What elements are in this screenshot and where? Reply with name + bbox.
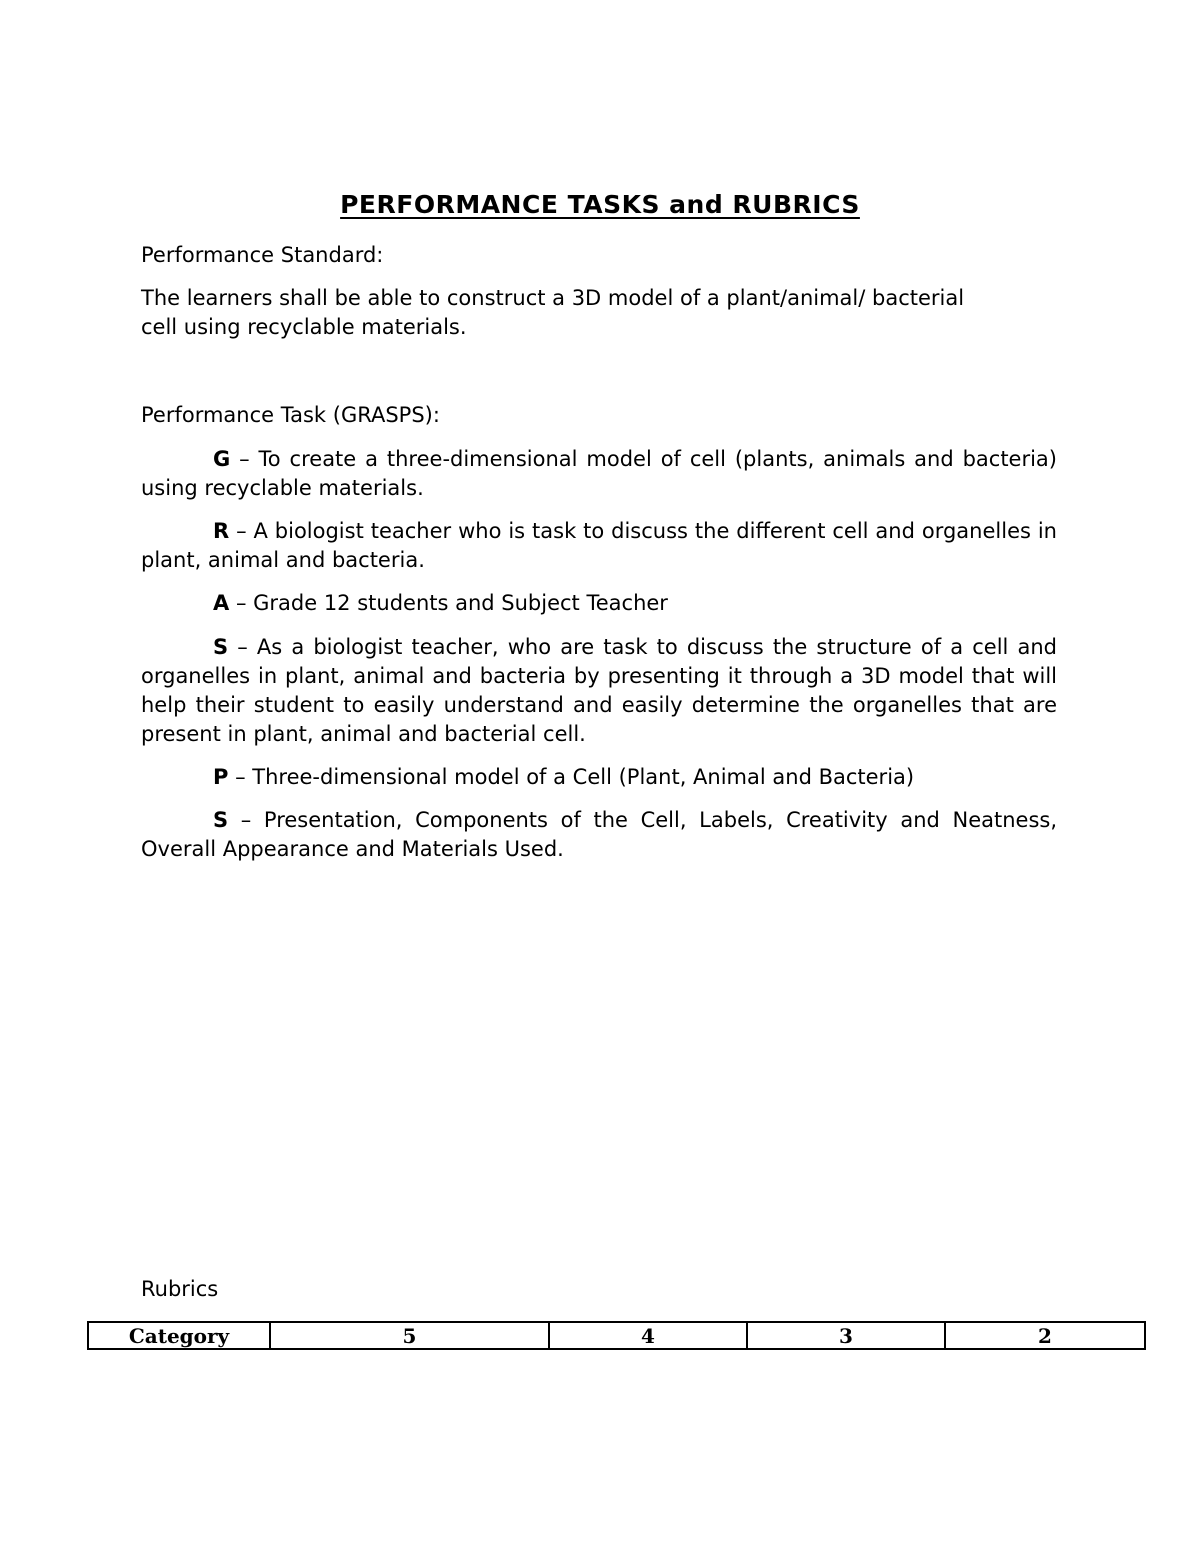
grasps-letter: S	[213, 808, 229, 832]
rubrics-heading: Rubrics	[141, 1277, 219, 1301]
rubric-header-row	[88, 1322, 1145, 1349]
grasps-letter: R	[213, 519, 230, 543]
rubric-header-category: Category	[88, 1322, 270, 1349]
grasps-letter: G	[213, 447, 231, 471]
rubric-table	[87, 1321, 1146, 1350]
standard-heading: Performance Standard:	[141, 243, 384, 267]
grasps-goal	[141, 445, 1057, 503]
grasps-standards	[141, 806, 1057, 864]
grasps-text: – Grade 12 students and Subject Teacher	[229, 591, 668, 615]
rubric-header-5: 5	[270, 1322, 549, 1349]
task-heading: Performance Task (GRASPS):	[141, 403, 440, 427]
rubric-header-3: 3	[747, 1322, 945, 1349]
grasps-text: – As a biologist teacher, who are task to discuss the structure of a cell and organelles in plant, animal and bacteria by presenting it through a 3D model that will help their student to easily understand and easily determine the organelles that are present in plant, animal and bacterial cell.	[141, 635, 1057, 746]
rubric-header-2: 2	[945, 1322, 1145, 1349]
grasps-text: – To create a three-dimensional model of cell (plants, animals and bacteria) using recyclable materials.	[141, 447, 1057, 500]
grasps-text: – Presentation, Components of the Cell, Labels, Creativity and Neatness, Overall Appearance and Materials Used.	[141, 808, 1057, 861]
standard-text	[141, 284, 1057, 342]
grasps-text: – A biologist teacher who is task to discuss the different cell and organelles in plant, animal and bacteria.	[141, 519, 1057, 572]
grasps-text: – Three-dimensional model of a Cell (Plant, Animal and Bacteria)	[228, 765, 915, 789]
grasps-situation	[141, 633, 1057, 749]
grasps-product	[141, 763, 1057, 792]
grasps-letter: A	[213, 591, 230, 615]
standard-text-line-2: cell using recyclable materials.	[141, 315, 467, 339]
rubric-header-4: 4	[549, 1322, 747, 1349]
grasps-audience	[141, 589, 1057, 618]
grasps-letter: S	[213, 635, 229, 659]
standard-text-line-1: The learners shall be able to construct a 3D model of a plant/animal/ bacterial	[141, 286, 965, 310]
page-title: PERFORMANCE TASKS and RUBRICS	[340, 190, 860, 219]
grasps-letter: P	[213, 765, 229, 789]
grasps-role	[141, 517, 1057, 575]
